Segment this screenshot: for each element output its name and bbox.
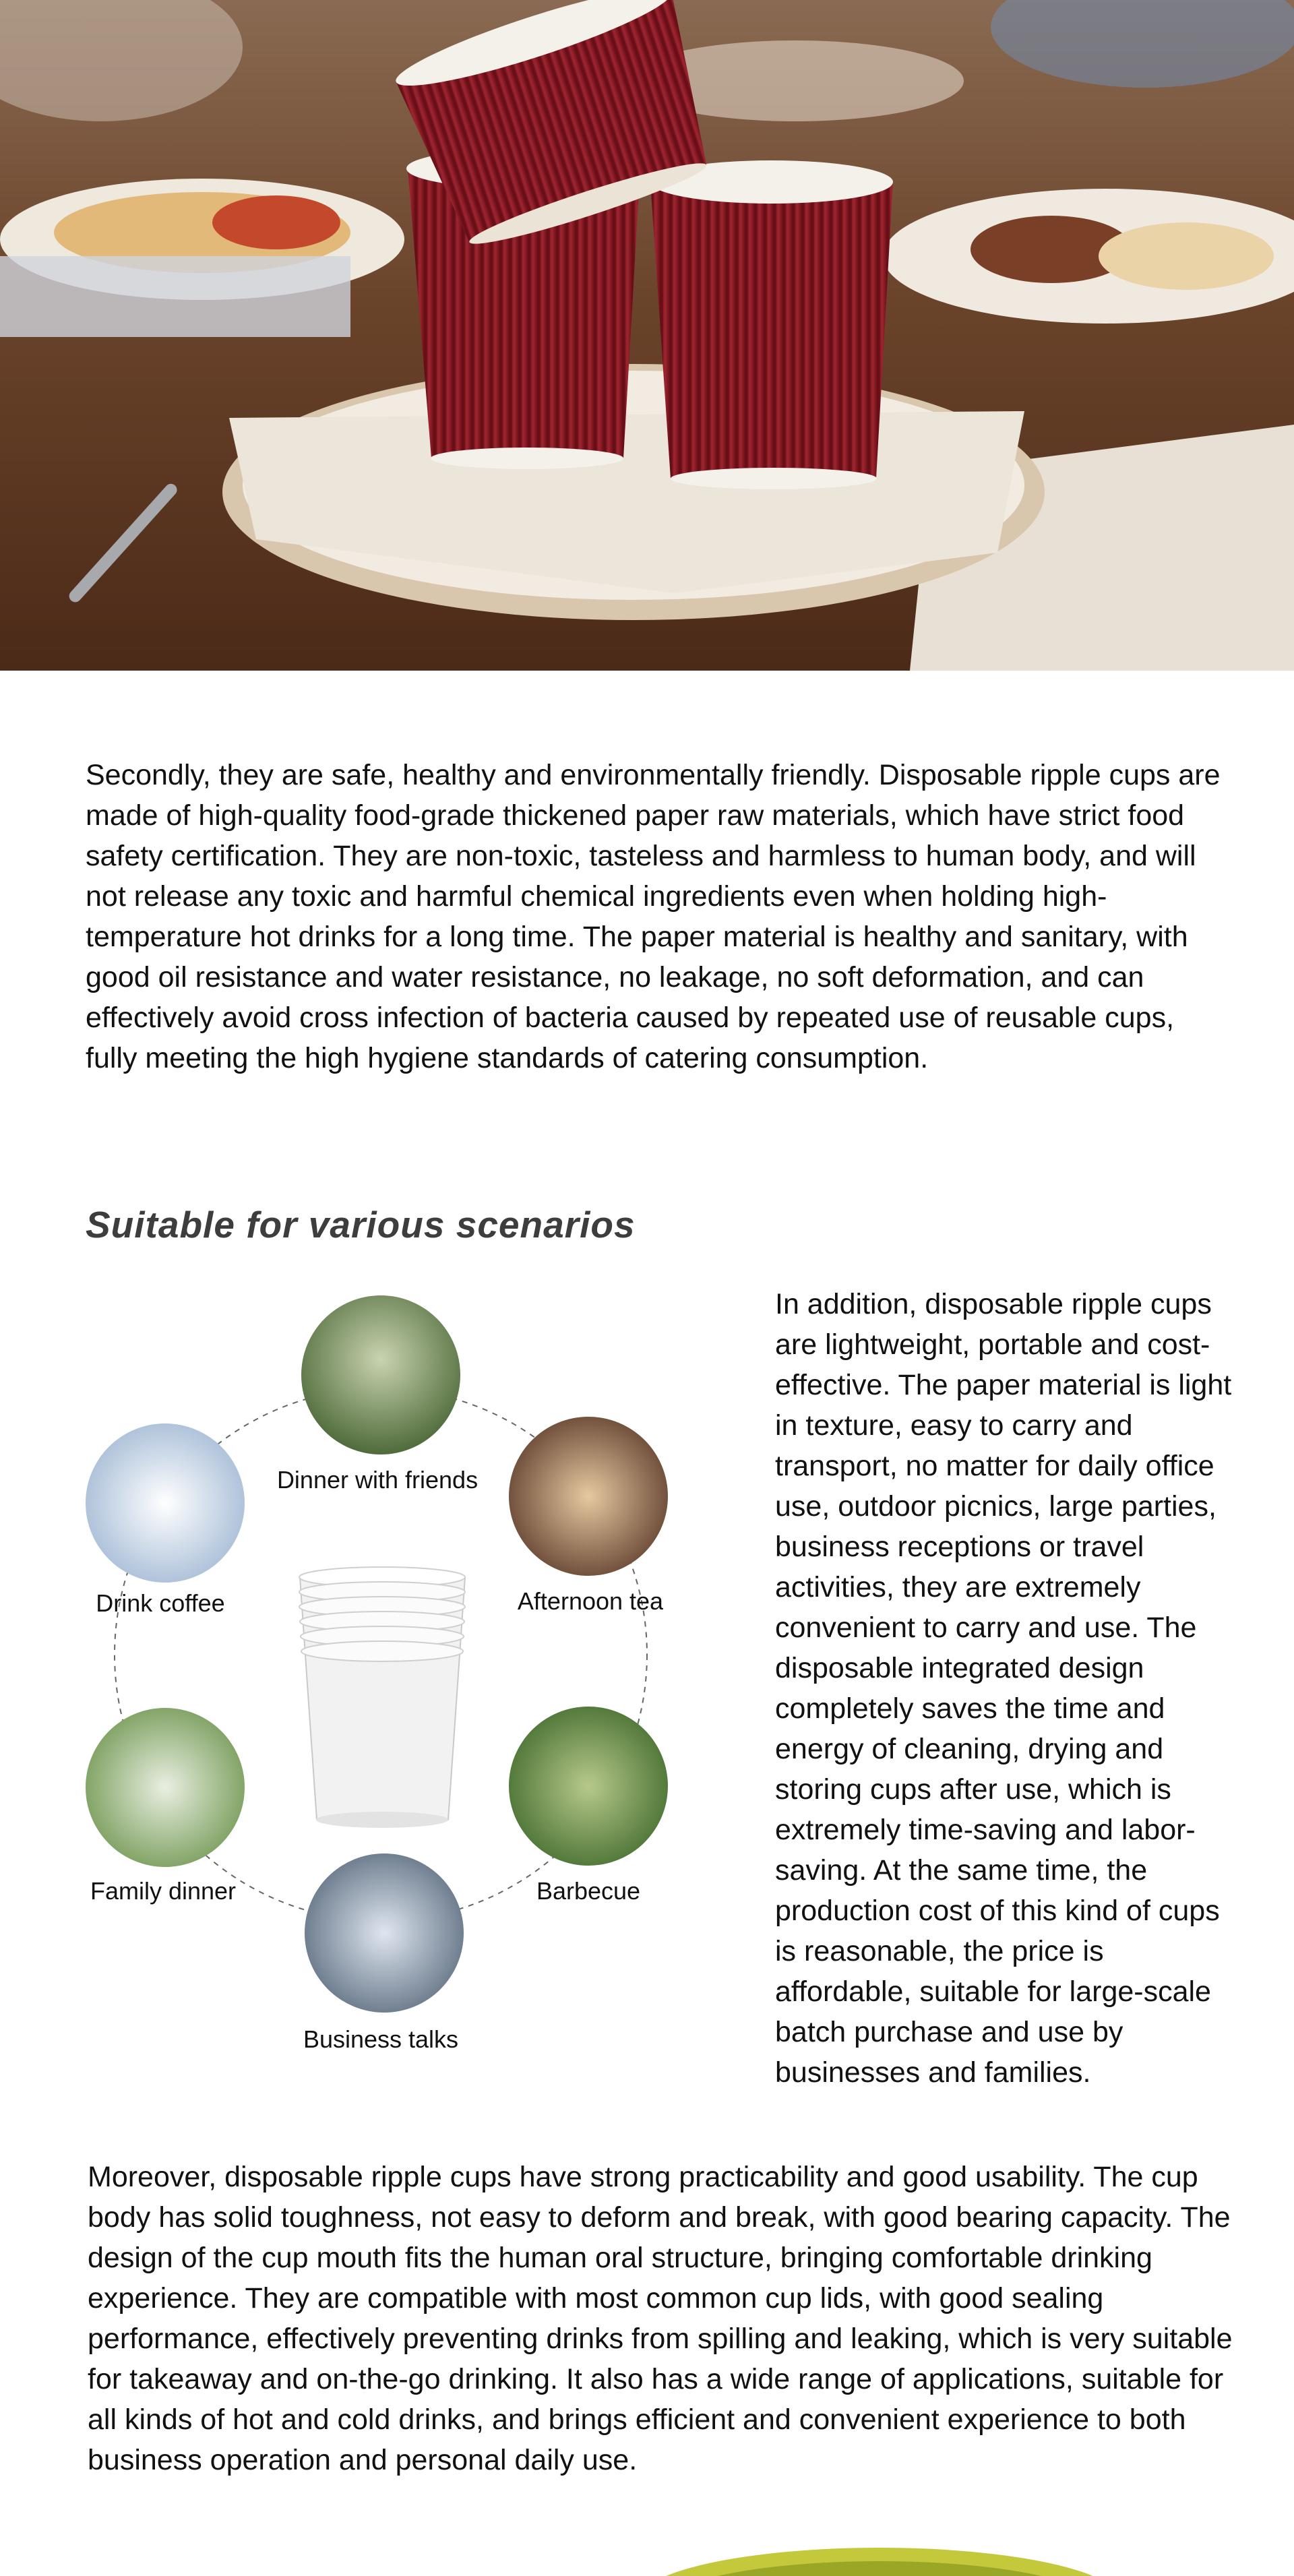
ripple-cups-table-scene — [0, 0, 1294, 671]
family-dinner-photo — [86, 1708, 245, 1867]
coffee-photo — [86, 1423, 245, 1583]
scenario-label-drink-coffee: Drink coffee — [96, 1589, 225, 1617]
scenario-label-afternoon-tea: Afternoon tea — [517, 1587, 664, 1615]
dinner-friends-photo — [301, 1295, 460, 1454]
next-section-preview — [0, 2541, 1294, 2576]
scenario-ring — [67, 1281, 708, 2069]
scenario-label-business-talks: Business talks — [303, 2025, 459, 2053]
scenario-label-barbecue: Barbecue — [536, 1877, 641, 1905]
cup-right — [650, 160, 893, 489]
scenario-diagram — [67, 1281, 708, 2069]
barbecue-photo — [509, 1707, 668, 1866]
portable-paragraph: In addition, disposable ripple cups are lightweight, portable and cost-effective. The paper material is light in texture, easy to carry and transport, no matter for daily office use, outdoor picnics, large parties, business receptions or travel activities, they are extremely convenient to carry and use. The disposable integrated design completely saves the time and energy of cleaning, drying and storing cups after use, which is extremely time-saving and labor-saving. At the same time, the production cost of this kind of cups is reasonable, the price is affordable, suitable for large-scale batch purchase and use by businesses and families. — [775, 1288, 1232, 2089]
section-heading: Suitable for various scenarios — [86, 1204, 636, 1246]
white-cup-stack — [299, 1567, 465, 1828]
scenario-label-family-dinner: Family dinner — [90, 1877, 237, 1905]
business-talks-photo — [305, 1853, 464, 2013]
practical-paragraph: Moreover, disposable ripple cups have strong practicability and good usability. The cup body has solid toughness, not easy to deform and break, with good bearing capacity. The design of the cup mouth fits the human oral structure, bringing comfortable drinking experience. They are compatible with most common cup lids, with good sealing performance, effectively preventing drinks from spilling and leaking, which is very suitable for takeaway and on-the-go drinking. It also has a wide range of applications, suitable for all kinds of hot and cold drinks, and brings efficient and convenient experience to both business operation and personal daily use. — [88, 2161, 1233, 2476]
safety-paragraph: Secondly, they are safe, healthy and environmentally friendly. Disposable ripple cups are made of high-quality food-grade thickened paper raw materials, which have strict food safety certification. They are non-toxic, tasteless and harmless to human body, and will not release any toxic and harmful chemical ingredients even when holding high-temperature hot drinks for a long time. The paper material is healthy and sanitary, with good oil resistance and water resistance, no leakage, no soft deformation, and can effectively avoid cross infection of bacteria caused by repeated use of reusable cups, fully meeting the high hygiene standards of catering consumption. — [86, 759, 1221, 1074]
green-arc-graphic — [0, 2541, 1294, 2576]
scenario-label-dinner-friends: Dinner with friends — [276, 1466, 479, 1494]
hero-product-photo — [0, 0, 1294, 671]
afternoon-tea-photo — [509, 1417, 668, 1576]
